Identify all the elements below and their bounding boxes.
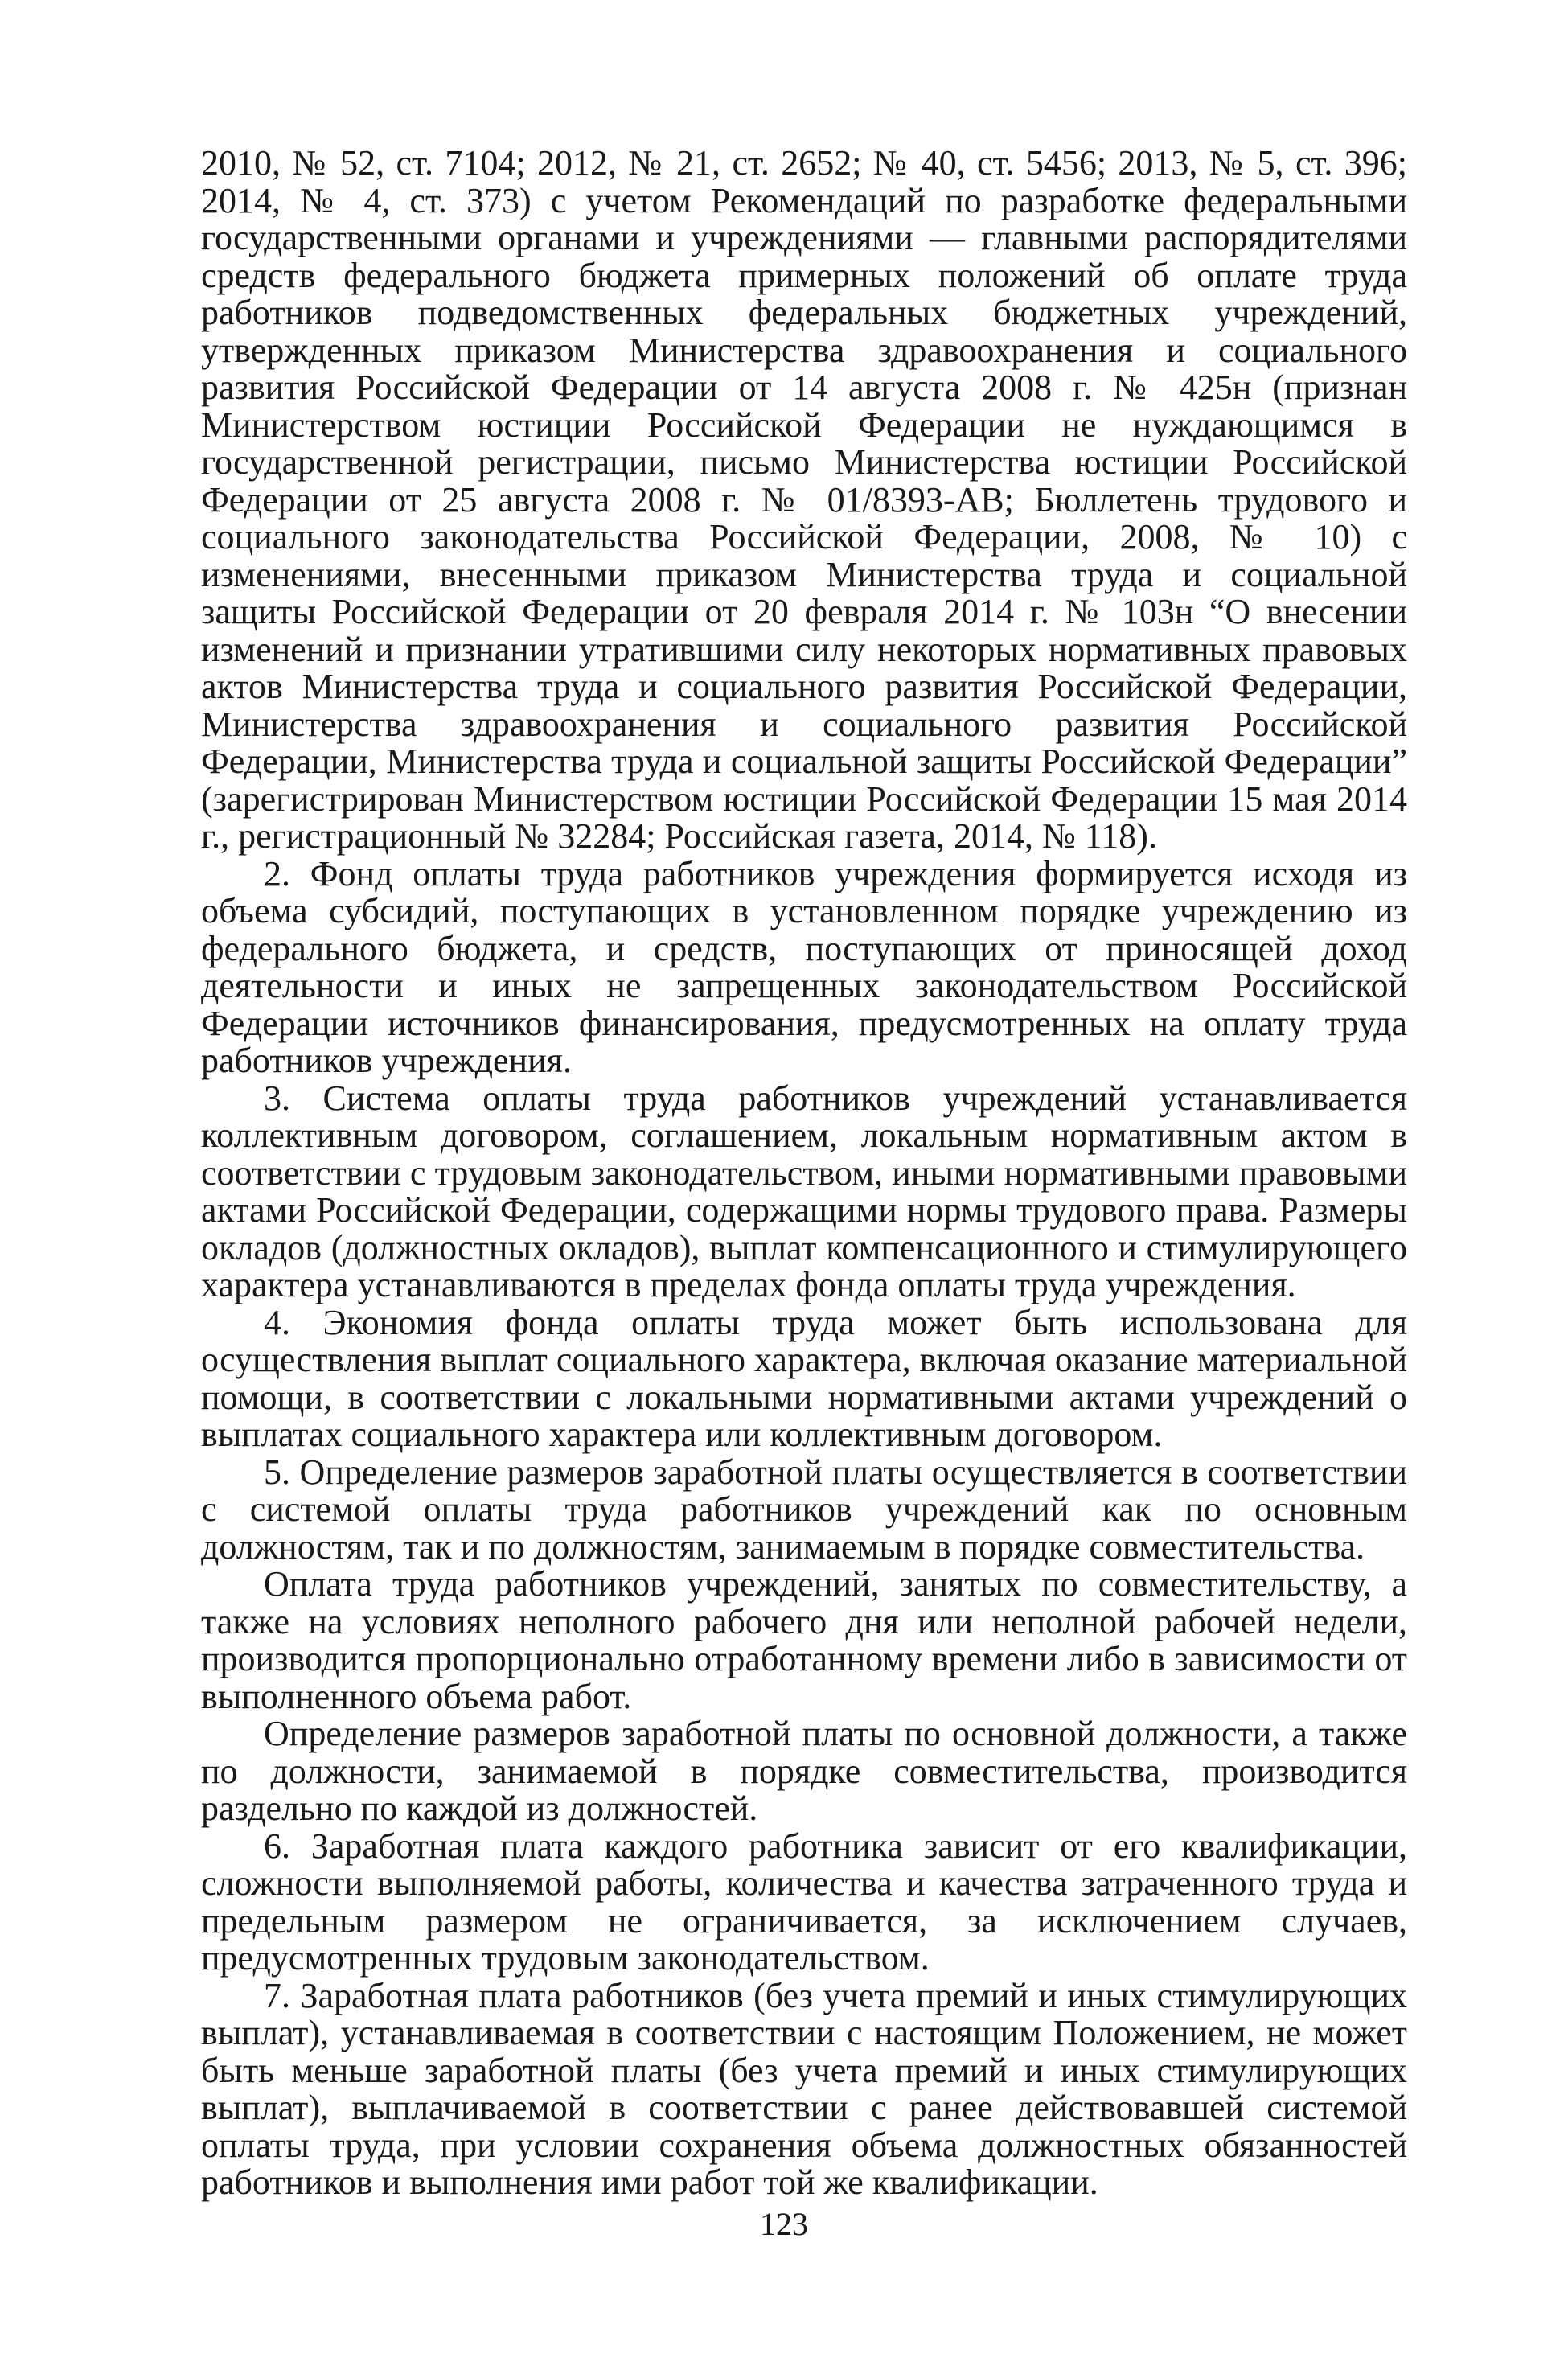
page-number: 123 <box>760 2206 808 2242</box>
paragraph-item-2: 2. Фонд оплаты труда работников учреждения формируется исходя из объема субсидий, поступающих в установленном порядке учреждению из федерального бюджета, и средств, поступающих от приносящей доход деятельности и иных не запрещенных законодательством Российской Федерации источников финансирования, предусмотренных на оплату труда работников учреждения. <box>201 853 1407 1080</box>
paragraph-continuation: 2010, № 52, ст. 7104; 2012, № 21, ст. 2652; № 40, ст. 5456; 2013, № 5, ст. 396; 2014, № 4, ст. 373) с учетом Рекомендаций по разработке федеральными государственными органами и учреждениями — главными распорядителями средств федерального бюджета примерных положений об оплате труда работников подведомственных федеральных бюджетных учреждений, утвержденных приказом Министерства здравоохранения и социального развития Российской Федерации от 14 августа 2008 г. № 425н (признан Министерством юстиции Российской Федерации не нуждающимся в государственной регистрации, письмо Министерства юстиции Российской Федерации от 25 августа 2008 г. № 01/8393-АВ; Бюллетень трудового и социального законодательства Российской Федерации, 2008, № 10) с изменениями, внесенными приказом Министерства труда и социальной защиты Российской Федерации от 20 февраля 2014 г. № 103н “О внесении изменений и признании утратившими силу некоторых нормативных правовых актов Министерства труда и социального развития Российской Федерации, Министерства здравоохранения и социального развития Российской Федерации, Министерства труда и социальной защиты Российской Федерации” (зарегистрирован Министерством юстиции Российской Федерации 15 мая 2014 г., регистрационный № 32284; Российская газета, 2014, № 118). <box>201 143 1407 856</box>
document-body <box>201 145 1407 2202</box>
paragraph-item-6: 6. Заработная плата каждого работника зависит от его квалификации, сложности выполняемой работы, количества и качества затраченного труда и предельным размером не ограничивается, за исключением случаев, предусмотренных трудовым законодательством. <box>201 1826 1407 1978</box>
paragraph-item-4: 4. Экономия фонда оплаты труда может быть использована для осуществления выплат социального характера, включая оказание материальной помощи, в соответствии с локальными нормативными актами учреждений о выплатах социального характера или коллективным договором. <box>201 1302 1407 1454</box>
paragraph-item-7: 7. Заработная плата работников (без учета премий и иных стимулирующих выплат), устанавливаемая в соответствии с настоящим Положением, не может быть меньше заработной платы (без учета премий и иных стимулирующих выплат), выплачиваемой в соответствии с ранее действовавшей системой оплаты труда, при условии сохранения объема должностных обязанностей работников и выполнения ими работ той же квалификации. <box>201 1975 1407 2202</box>
paragraph-item-5-separate: Определение размеров заработной платы по основной должности, а также по должности, занимаемой в порядке совместительства, производится раздельно по каждой из должностей. <box>201 1714 1407 1828</box>
paragraph-item-5-part-time: Оплата труда работников учреждений, занятых по совместительству, а также на условиях неполного рабочего дня или неполной рабочей недели, производится пропорционально отработанному времени либо в зависимости от выполненного объема работ. <box>201 1564 1407 1716</box>
paragraph-item-3: 3. Система оплаты труда работников учреждений устанавливается коллективным договором, соглашением, локальным нормативным актом в соответствии с трудовым законодательством, иными нормативными правовыми актами Российской Федерации, содержащими нормы трудового права. Размеры окладов (должностных окладов), выплат компенсационного и стимулирующего характера устанавливаются в пределах фонда оплаты труда учреждения. <box>201 1078 1407 1304</box>
paragraph-item-5: 5. Определение размеров заработной платы осуществляется в соответствии с системой оплаты труда работников учреждений как по основным должностям, так и по должностям, занимаемым в порядке совместительства. <box>201 1452 1407 1567</box>
